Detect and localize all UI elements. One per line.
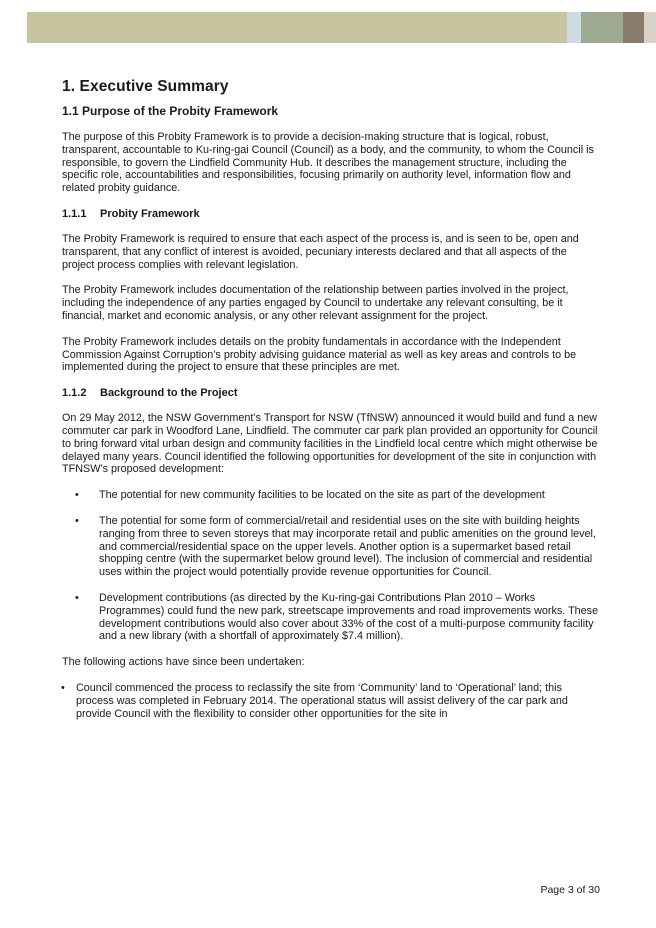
header-band-green	[581, 12, 623, 43]
section-heading: 1. Executive Summary	[62, 78, 229, 95]
paragraph-background-intro: On 29 May 2012, the NSW Government’s Transport for NSW (TfNSW) announced it would build and fund a new commuter car park in Woodford Lane, Lindfield. The commuter car park plan provided an opportunity for Council to bring forward vital urban design and community facilities in the Lindfield local centre which might otherwise be delayed many years. Council identified the following opportunities for development of the site in conjunction with TFNSW’s proposed development:	[62, 412, 598, 476]
header-band-taupe	[623, 12, 644, 43]
document-body	[62, 78, 602, 733]
subsection-heading-background: 1.1.2 Background to the Project	[62, 387, 238, 400]
bullet-icon: •	[75, 514, 79, 527]
header-band-main	[27, 12, 567, 43]
subsection-heading-probity-framework: 1.1.1 Probity Framework	[62, 207, 200, 220]
bullet-icon: •	[75, 489, 79, 502]
bullet-icon: •	[61, 681, 65, 694]
header-band	[27, 12, 656, 43]
paragraph-purpose: The purpose of this Probity Framework is to provide a decision-making structure that is logical, robust, transparent, accountable to Ku-ring-gai Council (Council) as a body, and the community, to whom the Council is responsible, to govern the Lindfield Community Hub. It describes the management structure, including the specific role, accountabilities and responsibilities, focusing primarily on authority level, information flow and related probity guidance.	[62, 131, 594, 195]
bullet-icon: •	[75, 591, 79, 604]
paragraph: The Probity Framework includes documentation of the relationship between parties involved in the project, including the independence of any parties engaged by Council to undertake any relevant consulting, be it financial, market and economic analysis, or any other relevant assignment for the project.	[62, 284, 569, 322]
list-item: • Council commenced the process to reclassify the site from ‘Community’ land to ‘Operational’ land; this process was completed in February 2014. The operational status will assist delivery of the car park and provide Council with the flexibility to consider other opportunities for the site in	[61, 681, 568, 720]
actions-list	[62, 682, 602, 720]
header-band-end	[644, 12, 656, 43]
list-item: • The potential for some form of commercial/retail and residential uses on the site with building heights ranging from three to seven storeys that may incorporate retail and public amenities on the ground level, and commercial/residential space on the upper levels. Another option is a supermarket based retail shopping centre (with the supermarket below ground level). The inclusion of commercial and residential uses within the project would potentially provide revenue opportunities for Council.	[75, 514, 596, 579]
paragraph-actions-intro: The following actions have since been undertaken:	[62, 656, 305, 669]
header-band-blue	[567, 12, 581, 43]
paragraph: The Probity Framework is required to ensure that each aspect of the process is, and is seen to be, open and transparent, that any conflict of interest is avoided, pecuniary interests declared and that all aspects of the project process complies with relevant legislation.	[62, 232, 579, 271]
list-item: • The potential for new community facilities to be located on the site as part of the development	[75, 489, 545, 502]
page-number: Page 3 of 30	[540, 884, 600, 896]
paragraph: The Probity Framework includes details on the probity fundamentals in accordance with the Independent Commission Against Corruption’s probity advising guidance material as well as key areas and controls to be implemented during the project to ensure that these principles are met.	[62, 335, 577, 374]
subsection-heading-purpose: 1.1 Purpose of the Probity Framework	[62, 104, 279, 118]
list-item: • Development contributions (as directed by the Ku-ring-gai Contributions Plan 2010 – Works Programmes) could fund the new park, streetscape improvements and road improvements works. These development contributions would also cover about 33% of the cost of a multi-purpose community facility and a new library (with a shortfall of approximately $7.4 million).	[75, 591, 599, 643]
opportunities-list	[62, 489, 602, 643]
